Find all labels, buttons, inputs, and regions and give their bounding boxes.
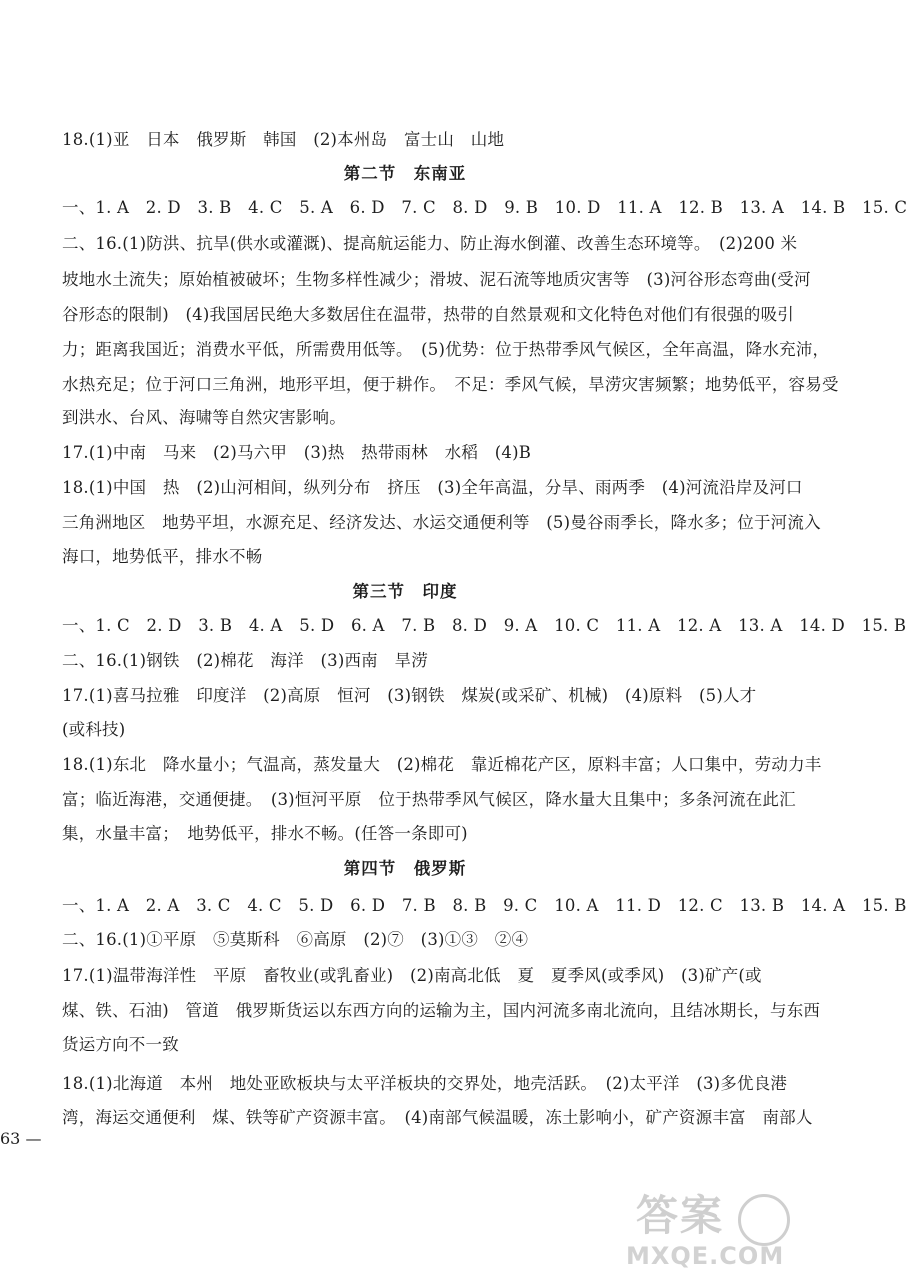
- answer-line: 湾，海运交通便利 煤、铁等矿产资源丰富。 (4)南部气候温暖，冻土影响小，矿产资源丰富 南部人: [62, 1108, 813, 1127]
- section-heading-india: 第三节 印度: [352, 582, 458, 601]
- watermark-circle-icon: [738, 1194, 790, 1246]
- answer-line: 18.(1)东北 降水量小；气温高，蒸发量大 (2)棉花 靠近棉花产区，原料丰富；人口集中，劳动力丰: [62, 755, 822, 774]
- answer-line: 水热充足；位于河口三角洲，地形平坦，便于耕作。 不足：季风气候，旱涝灾害频繁；地势低平，容易受: [62, 375, 839, 394]
- answer-line: 货运方向不一致: [62, 1035, 179, 1054]
- answer-line: 集，水量丰富； 地势低平，排水不畅。(任答一条即可): [62, 824, 468, 843]
- answer-line: 三角洲地区 地势平坦，水源充足、经济发达、水运交通便利等 (5)曼谷雨季长，降水多；位于河流入: [62, 513, 821, 532]
- answer-line: 18.(1)北海道 本州 地处亚欧板块与太平洋板块的交界处，地壳活跃。 (2)太平洋 (3)多优良港: [62, 1074, 788, 1093]
- answer-line: 力；距离我国近；消费水平低，所需费用低等。 (5)优势：位于热带季风气候区，全年高温，降水充沛，: [62, 340, 830, 359]
- section-heading-southeast-asia: 第二节 东南亚: [343, 164, 467, 183]
- answer-line: 17.(1)中南 马来 (2)马六甲 (3)热 热带雨林 水稻 (4)B: [62, 443, 532, 462]
- answer-line: 一、1. C 2. D 3. B 4. A 5. D 6. A 7. B 8. D 9. A 10. C 11. A 12. A 13. A 14. D 15. B: [62, 616, 907, 635]
- answer-line: 富；临近海港，交通便捷。 (3)恒河平原 位于热带季风气候区，降水量大且集中；多条河流在此汇: [62, 790, 796, 809]
- page-number: 63 —: [0, 1129, 42, 1148]
- answer-line: 谷形态的限制) (4)我国居民绝大多数居住在温带，热带的自然景观和文化特色对他们有很强的吸引: [62, 305, 795, 324]
- watermark-text: 答案: [636, 1191, 725, 1240]
- answer-line: 18.(1)亚 日本 俄罗斯 韩国 (2)本州岛 富士山 山地: [62, 130, 505, 149]
- watermark-url: MXQE.COM: [626, 1242, 785, 1270]
- answer-line: 一、1. A 2. D 3. B 4. C 5. A 6. D 7. C 8. D 9. B 10. D 11. A 12. B 13. A 14. B 15. C: [62, 198, 907, 217]
- answer-line: 二、16.(1)钢铁 (2)棉花 海洋 (3)西南 旱涝: [62, 651, 428, 670]
- section-heading-russia: 第四节 俄罗斯: [343, 859, 467, 878]
- answer-line: 坡地水土流失；原始植被破坏；生物多样性减少；滑坡、泥石流等地质灾害等 (3)河谷形态弯曲(受河: [62, 270, 811, 289]
- watermark-logo: [626, 1192, 796, 1272]
- answer-line: (或科技): [62, 720, 126, 739]
- answer-line: 到洪水、台风、海啸等自然灾害影响。: [62, 408, 346, 427]
- answer-line: 二、16.(1)防洪、抗旱(供水或灌溉)、提高航运能力、防止海水倒灌、改善生态环境等。 (2)200 米: [62, 234, 798, 253]
- answer-line: 一、1. A 2. A 3. C 4. C 5. D 6. D 7. B 8. B 9. C 10. A 11. D 12. C 13. B 14. A 15. B: [62, 896, 907, 915]
- answer-line: 17.(1)温带海洋性 平原 畜牧业(或乳畜业) (2)南高北低 夏 夏季风(或季风) (3)矿产(或: [62, 966, 762, 985]
- answer-line: 煤、铁、石油) 管道 俄罗斯货运以东西方向的运输为主，国内河流多南北流向，且结冰期长，与东西: [62, 1001, 821, 1020]
- answer-line: 17.(1)喜马拉雅 印度洋 (2)高原 恒河 (3)钢铁 煤炭(或采矿、机械) (4)原料 (5)人才: [62, 686, 757, 705]
- answer-line: 二、16.(1)①平原 ⑤莫斯科 ⑥高原 (2)⑦ (3)①③ ②④: [62, 930, 529, 949]
- answer-line: 18.(1)中国 热 (2)山河相间，纵列分布 挤压 (3)全年高温，分旱、雨两季 (4)河流沿岸及河口: [62, 478, 803, 497]
- answer-line: 海口，地势低平，排水不畅: [62, 547, 263, 566]
